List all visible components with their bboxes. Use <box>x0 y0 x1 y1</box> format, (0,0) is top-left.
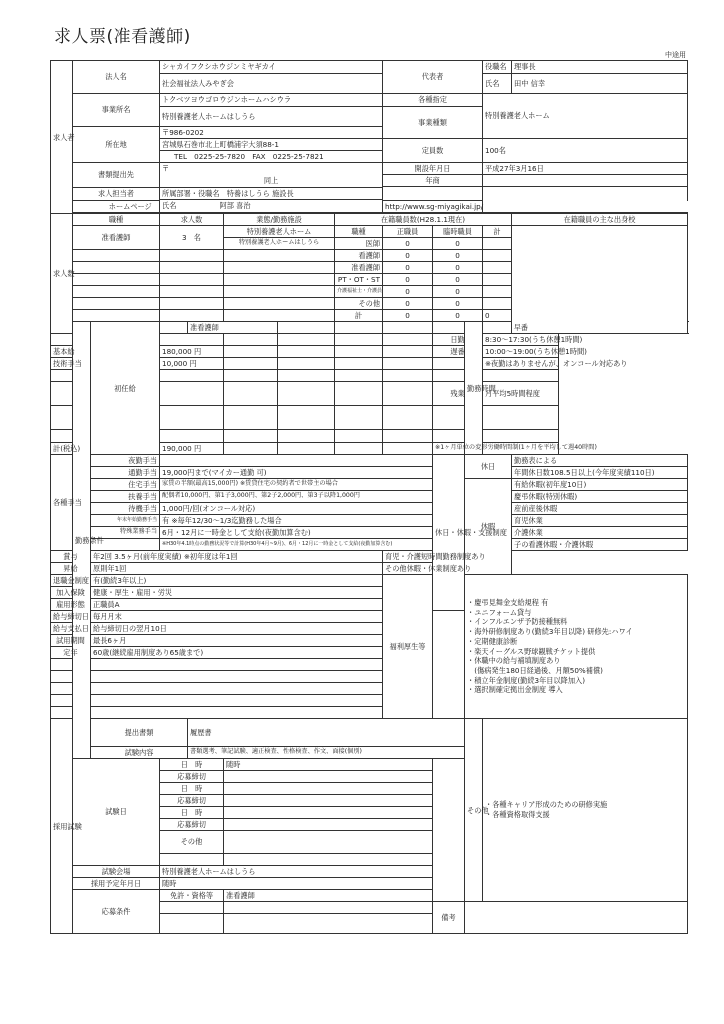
welfare-item: ・ユニフォーム貸与 <box>467 607 532 617</box>
venue-label: 試験会場 <box>73 866 160 878</box>
yearend-allowance-label: 年末年始勤務手当 <box>91 515 160 527</box>
license: 准看護師 <box>224 890 433 902</box>
staff-row-name: その他 <box>335 298 383 310</box>
business-type: 特別養護老人ホーム <box>483 94 688 139</box>
phone-fax: TEL 0225-25-7820 FAX 0225-25-7821 <box>160 151 383 163</box>
welfare-item: ・休職中の給与補填制度あり <box>467 656 561 666</box>
facility-type: 特別養護老人ホーム <box>224 226 335 238</box>
leave-item: 介護休業 <box>512 527 688 539</box>
welfare-list <box>465 575 688 719</box>
employment-type-label: 雇用形態 <box>51 599 91 611</box>
pay-closing-label: 給与締切日 <box>51 611 91 623</box>
total-pay: 190,000 円 <box>160 443 224 455</box>
staff-row-full: 0 <box>383 250 433 262</box>
standby-allowance-label: 待機手当 <box>91 503 160 515</box>
exam-datetime-label: 日 時 <box>160 807 224 819</box>
shift-name: 日勤 <box>433 334 483 346</box>
insurance: 健康・厚生・雇用・労災 <box>91 587 383 599</box>
address-label: 所在地 <box>73 127 160 163</box>
pay-job-header: 准看護師 <box>188 322 278 334</box>
shift-name: 早番 <box>483 322 559 334</box>
exam-other-label: その他 <box>160 831 224 854</box>
leave-item: 有給休暇(初年度10日) <box>512 479 688 491</box>
submit-same: 同上 <box>160 175 383 188</box>
staff-row-name: PT・OT・ST <box>335 274 383 286</box>
hire-date: 随時 <box>160 878 433 890</box>
staff-row-full: 0 <box>383 262 433 274</box>
job-posting-form <box>50 60 688 934</box>
holiday-rule: 勤務表による <box>512 455 688 467</box>
staff-row-temp: 0 <box>433 238 483 250</box>
base-pay-label: 基本給 <box>51 346 73 358</box>
retirement-pay-label: 退職金制度 <box>51 575 91 587</box>
standby-allowance: 1,000円/回(オンコール対応) <box>160 503 433 515</box>
staff-row-temp: 0 <box>433 274 483 286</box>
hire-date-label: 採用予定年月日 <box>73 878 160 890</box>
special-allowance-note: ※H30年4.1時点の勤務状況等で計算(H30年4月~9月)、6月・12月に一時金として支給(夜勤加算含む) <box>160 539 433 551</box>
count-col-header: 求人数 <box>160 214 224 226</box>
deadline-label: 応募締切 <box>160 795 224 807</box>
deadline-label: 応募締切 <box>160 771 224 783</box>
annual-holidays: 年間休日数108.5日以上(今年度実績110日) <box>512 467 688 479</box>
rep-title: 理事長 <box>512 61 688 74</box>
exam-datetime-label: 日 時 <box>160 783 224 795</box>
payday-label: 給与支払日 <box>51 623 91 635</box>
designation-label: 各種指定 <box>383 94 483 107</box>
bonus-label: 賞与 <box>51 551 91 563</box>
night-allowance-label: 夜勤手当 <box>91 455 160 467</box>
origin-col-header: 在籍職員の主な出身校 <box>512 214 688 226</box>
staff-row-name: 介護福祉士・介護員 <box>335 286 383 298</box>
staff-row-name: 医師 <box>335 238 383 250</box>
staff-sum-full: 0 <box>383 310 433 322</box>
total-pay-label: 計(税込) <box>51 443 73 455</box>
staff-row-full: 0 <box>383 286 433 298</box>
welfare-item: ・定期健康診断 <box>467 636 518 646</box>
retirement-age: 60歳(継続雇用制度あり65歳まで) <box>91 647 383 659</box>
submit-postal: 〒 <box>160 163 383 175</box>
opened-date: 平成27年3月16日 <box>483 163 688 175</box>
overtime: 月平均5時間程度 <box>483 382 559 406</box>
remarks-label: 備考 <box>433 902 465 934</box>
employer-section-label: 求人者 <box>51 61 73 214</box>
yearend-allowance: 有 ※毎年12/30～1/3迄勤務した場合 <box>160 515 433 527</box>
shift-name: 遅番 <box>433 346 483 358</box>
staff-row-full: 0 <box>383 238 433 250</box>
special-allowance-label: 特殊業務手当 <box>91 527 160 539</box>
tech-allowance-label: 技術手当 <box>51 358 73 370</box>
documents-label: 提出書類 <box>91 719 188 747</box>
address: 宮城県石巻市北上町橋浦字大須88-1 <box>160 139 383 151</box>
commute-allowance: 19,000円まで(マイカー通勤 可) <box>160 467 433 479</box>
opened-label: 開設年月日 <box>383 163 483 175</box>
annual-sales <box>483 175 688 187</box>
staff-sum-total: 0 <box>483 310 512 322</box>
rep-name-label: 氏名 <box>483 74 512 94</box>
job-count: 3 名 <box>160 226 224 250</box>
retirement-pay: 有(勤続3年以上) <box>91 575 383 587</box>
exam-datetime: 随時 <box>224 759 433 771</box>
form-type-badge: 中途用 <box>665 51 686 59</box>
staff-row-name: 看護師 <box>335 250 383 262</box>
family-allowance: 配偶者10,000円、第1子3,000円、第2子2,000円、第3子以降1,000円 <box>160 491 433 503</box>
holidays-label: 休日・休暇・支援制度 <box>433 455 465 611</box>
trial-period: 最長6ヶ月 <box>91 635 383 647</box>
staff-sum-label: 計 <box>335 310 383 322</box>
work-hours-label: 勤務時間 <box>465 322 483 455</box>
office-name: 特別養護老人ホームはしうら <box>160 107 383 127</box>
variable-hours-note: ※1ヶ月単位の変形労働時間制(1ヶ月を平均して週40時間) <box>433 443 559 455</box>
recruiter-name: 氏名 阿部 喜治 <box>160 200 383 213</box>
page-title: 求人票(准看護師) <box>54 27 191 47</box>
remarks <box>465 902 688 934</box>
staff-temp-header: 臨時職員 <box>433 226 483 238</box>
trial-period-label: 試用期間 <box>51 635 91 647</box>
representative-label: 代表者 <box>383 61 483 94</box>
leave-item: 慶弔休暇(特別休暇) <box>512 491 688 503</box>
welfare-label: 福利厚生等 <box>383 575 433 719</box>
other-label: その他 <box>465 719 483 902</box>
requirements-label: 応募条件 <box>73 890 160 934</box>
leave-item: 育児・介護短時間勤務制度あり <box>383 551 465 563</box>
license-label: 免許・資格等 <box>160 890 224 902</box>
housing-allowance-label: 住宅手当 <box>91 479 160 491</box>
tech-allowance: 10,000 円 <box>160 358 224 370</box>
allowances-label: 各種手当 <box>51 455 73 551</box>
welfare-item: (傷病発生180日経過後、月額50%補償) <box>467 665 603 675</box>
conditions-section-label: 勤務条件 <box>73 322 91 759</box>
office-name-kana: トクベツヨウゴロウジンホームハシウラ <box>160 94 383 107</box>
rep-title-label: 役職名 <box>483 61 512 74</box>
submit-to-label: 書類提出先 <box>73 163 160 188</box>
staff-row-full: 0 <box>383 274 433 286</box>
annual-sales-label: 年商 <box>383 175 483 187</box>
staff-row-temp: 0 <box>433 250 483 262</box>
office-name-label: 事業所名 <box>73 94 160 127</box>
corp-name-kana: シャカイフクシホウジンミヤギカイ <box>160 61 383 74</box>
base-pay: 180,000 円 <box>160 346 224 358</box>
shift-time: 8:30～17:30(うち休憩1時間) <box>483 334 559 346</box>
staff-row-full: 0 <box>383 298 433 310</box>
recruiter-dept: 所属部署・役職名 特養はしうら 施設長 <box>160 188 383 200</box>
staff-row-name: 准看護師 <box>335 262 383 274</box>
openings-section-label: 求人数 <box>51 214 73 334</box>
welfare-item: ・積立年金制度(勤続3年目以降加入) <box>467 675 586 685</box>
homepage-label: ホームページ <box>73 201 188 213</box>
leave-item: 子の看護休暇・介護休暇 <box>512 539 688 551</box>
leave-item: 育児休業 <box>512 515 688 527</box>
rep-name: 田中 信幸 <box>512 74 688 94</box>
family-allowance-label: 扶養手当 <box>91 491 160 503</box>
staff-row-temp: 0 <box>433 286 483 298</box>
night-allowance <box>160 455 433 467</box>
deadline-label: 応募締切 <box>160 819 224 831</box>
retirement-age-label: 定年 <box>51 647 91 659</box>
staff-sum-temp: 0 <box>433 310 483 322</box>
job-name: 准看護師 <box>73 226 160 250</box>
other-item: ・各種資格取得支援 <box>485 810 550 819</box>
payday: 給与締切日の翌月10日 <box>91 623 383 635</box>
corp-name: 社会福祉法人みやぎ会 <box>160 74 383 94</box>
exam-content-label: 試験内容 <box>91 747 188 759</box>
staff-row-temp: 0 <box>433 298 483 310</box>
welfare-item: ・楽天イーグルス野球観戦チケット提供 <box>467 646 596 656</box>
postal-code: 〒986-0202 <box>160 127 383 139</box>
raise-label: 昇給 <box>51 563 91 575</box>
welfare-item: ・慶弔見舞金支給規程 有 <box>467 597 549 607</box>
exam-datetime-label: 日 時 <box>160 759 224 771</box>
initial-pay-label: 初任給 <box>91 322 160 455</box>
staff-row-total <box>483 238 512 250</box>
job-col-header: 職種 <box>73 214 160 226</box>
staff-row-temp: 0 <box>433 262 483 274</box>
exam-content: 書類選考、筆記試験、適正検査、性格検査、作文、面接(個別) <box>188 747 465 759</box>
corp-name-label: 法人名 <box>73 61 160 94</box>
staff-kind-header: 職種 <box>335 226 383 238</box>
leave-label: 休暇 <box>465 479 512 575</box>
staff-full-header: 正職員 <box>383 226 433 238</box>
housing-allowance: 家賃の半額(最高15,000円) ※賃貸住宅の契約者で世帯主の場合 <box>160 479 433 491</box>
staff-col-header: 在籍職員数(H28.1.1現在) <box>335 214 512 226</box>
bonus: 年2回 3.5ヶ月(前年度実績) ※初年度は年1回 <box>91 551 383 563</box>
recruiter-label: 求人担当者 <box>73 188 160 201</box>
business-type-label: 事業種類 <box>383 107 483 139</box>
raise: 原則年1回 <box>91 563 383 575</box>
facility-col-header: 業態/勤務施設 <box>224 214 335 226</box>
capacity-label: 定員数 <box>383 139 483 163</box>
holiday-label: 休日 <box>465 455 512 479</box>
exam-date-label: 試験日 <box>73 759 160 866</box>
employment-type: 正職員A <box>91 599 383 611</box>
insurance-label: 加入保険 <box>51 587 91 599</box>
other-list <box>483 719 688 902</box>
homepage-link[interactable]: http://www.sg-miyagikai.jp/ <box>383 201 483 213</box>
welfare-item: ・選択制確定拠出金制度 導入 <box>467 685 563 695</box>
leave-item: その他休暇・休業制度あり <box>383 563 465 575</box>
capacity: 100名 <box>483 139 688 163</box>
staff-total-header: 計 <box>483 226 512 238</box>
venue: 特別養護老人ホームはしうら <box>160 866 433 878</box>
shift-time: 10:00～19:00(うち休憩1時間) <box>483 346 559 358</box>
leave-item: 産前産後休暇 <box>512 503 688 515</box>
welfare-item: ・インフルエンザ予防接種無料 <box>467 617 568 627</box>
overtime-label: 残業 <box>433 382 483 406</box>
facility-name: 特別養護老人ホームはしうら <box>224 238 335 250</box>
hiring-section-label: 採用試験 <box>51 719 73 934</box>
other-item: ・各種キャリア形成のための研修実施 <box>485 800 608 810</box>
night-shift-note: ※夜勤はありませんが、オンコール対応あり <box>483 358 559 370</box>
origin-schools <box>512 226 688 334</box>
pay-closing: 毎月月末 <box>91 611 383 623</box>
commute-allowance-label: 通勤手当 <box>91 467 160 479</box>
welfare-item: ・海外研修制度あり(勤続3年目以降) 研修先:ハワイ <box>467 627 633 637</box>
special-allowance: 6月・12月に一時金として支給(夜勤加算含む) <box>160 527 433 539</box>
documents: 履歴書 <box>188 719 465 747</box>
